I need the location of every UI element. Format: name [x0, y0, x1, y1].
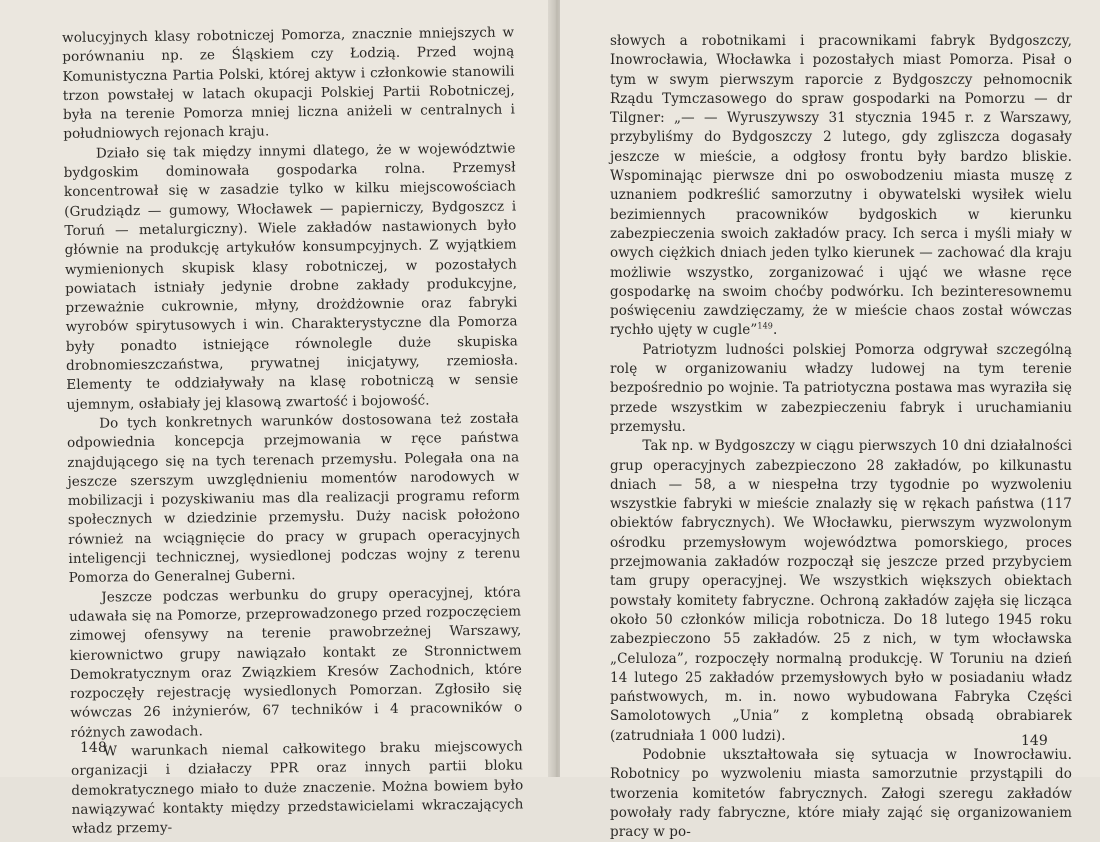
- right-page: [560, 0, 1100, 841]
- paragraph: słowych a robotnikami i pracownikami fabryk Bydgoszczy, Inowrocławia, Włocławka i pozostałych miast Pomorza. Pisał o tym w swym pierwszym raporcie z Bydgoszczy pełnomocnik Rządu Tymczasowego do spraw gospodarki na Pomorzu — dr Tilgner: „— — Wyruszywszy 31 stycznia 1945 r. z Warszawy, przybyliśmy do Bydgoszczy 2 lutego, gdy zgliszcza dogasały jeszcze w mieście, a odgłosy frontu były bardzo bliskie. Wspominając pierwsze dni po oswobodzeniu miasta muszę z uznaniem podkreślić samorzutny i obywatelski wysiłek wielu bezimiennych pracowników bydgoskich w kierunku zabezpieczenia swoich zakładów pracy. Ich serca i myśli miały w owych ciężkich dniach jeden tylko kierunek — zachować dla kraju możliwie wszystko, zorganizować i ująć we własne ręce gospodarkę na swoim choćby podwórku. Ich bezinteresownemu poświęceniu zawdzięczamy, że w mieście chaos został wówczas rychło ujęty w cugle”$^{149}$.: [610, 33, 1072, 339]
- paragraph: Jeszcze podczas werbunku do grupy operacyjnej, która udawała się na Pomorze, przeprowadzonego przed rozpoczęciem zimowej ofensywy na terenie prawobrzeżnej Warszawy, kierownictwo grupy nawiązało kontakt ze Stronnictwem Demokratycznym oraz Związkiem Kresów Zachodnich, które rozpoczęły rejestrację wysiedlonych Pomorzan. Zgłosiło się wówczas 26 inżynierów, 67 techników i 4 pracowników o różnych zawodach.: [69, 584, 523, 741]
- paragraph-text: słowych a robotnikami i pracownikami fabryk Bydgoszczy, Inowrocławia, Włocławka i pozostałych miast Pomorza. Pisał o tym w swym pierwszym raporcie z Bydgoszczy pełnomocnik Rządu Tymczasowego do spraw gospodarki na Pomorzu — dr Tilgner: „— — Wyruszywszy 31 stycznia 1945 r. z Warszawy, przybyliśmy do Bydgoszczy 2 lutego, gdy zgliszcza dogasały jeszcze w mieście, a odgłosy frontu były bardzo bliskie. Wspominając pierwsze dni po oswobodzeniu miasta muszę z uznaniem podkreślić samorzutny i obywatelski wysiłek wielu bezimiennych pracowników bydgoskich w kierunku zabezpieczenia swoich zakładów pracy. Ich serca i myśli miały w owych ciężkich dniach jeden tylko kierunek — zachować dla kraju możliwie wszystko, zorganizować i ująć we własne ręce gospodarkę na swoim choćby podwórku. Ich bezinteresownemu poświęceniu zawdzięczamy, że w mieście chaos został wówczas rychło ujęty w cugle”: [610, 33, 1072, 339]
- footnote-reference: 149: [757, 321, 773, 331]
- page-number-left: 148: [80, 740, 107, 756]
- left-page-text: [62, 23, 524, 839]
- page-number-right: 149: [1021, 733, 1048, 749]
- paragraph: Podobnie ukształtowała się sytuacja w Inowrocławiu. Robotnicy po wyzwoleniu miasta samorzutnie przystąpili do tworzenia komitetów fabrycznych. Załogi szeregu zakładów powołały rady fabryczne, które miały zająć się organizowaniem pracy w po-: [610, 746, 1072, 841]
- paragraph: Tak np. w Bydgoszczy w ciągu pierwszych 10 dni działalności grup operacyjnych zabezpieczono 28 zakładów, po kilkunastu dniach — 58, a w niespełna trzy tygodnie po wyzwoleniu wszystkie fabryki w mieście znalazły się w rękach państwa (117 obiektów fabrycznych). We Włocławku, pierwszym wyzwolonym ośrodku przemysłowym województwa pomorskiego, proces przejmowania zakładów rozpoczął się jeszcze przed przybyciem tam grupy operacyjnej. We wszystkich większych obiektach powstały komitety fabryczne. Ochroną zakładów zajęła się licząca około 50 członków milicja robotnicza. Do 18 lutego 1945 roku zabezpieczono 55 zakładów. 25 z nich, w tym włocławska „Celuloza”, rozpoczęły normalną produkcję. W Toruniu na dzień 14 lutego 25 zakładów przemysłowych było w posiadaniu władz państwowych, m. in. nowo wybudowana Fabryka Części Samolotowych „Unia” z kompletną obsadą obrabiarek (zatrudniała 1 000 ludzi).: [610, 438, 1072, 744]
- paragraph: W warunkach niemal całkowitego braku miejscowych organizacji i działaczy PPR oraz innych partii bloku demokratycznego miało to duże znaczenie. Można bowiem było nawiązywać kontakty między przedstawicielami wkraczających władz przemy-: [70, 738, 524, 838]
- paragraph: Do tych konkretnych warunków dostosowana też została odpowiednia koncepcja przejmowania w ręce państwa znajdującego się na tych terenach przemysłu. Polegała ona na jeszcze szerszym uwzględnieniu momentów narodowych w mobilizacji i pozyskiwaniu mas dla realizacji programu reform społecznych w dziedzinie przemysłu. Duży nacisk położono również na wciągnięcie do pracy w grupach operacyjnych inteligencji technicznej, wysiedlonej podczas wojny z terenu Pomorza do Generalnej Guberni.: [66, 410, 521, 587]
- paragraph: wolucyjnych klasy robotniczej Pomorza, znacznie mniejszych w porównaniu np. ze Śląskiem czy Łodzią. Przed wojną Komunistyczna Partia Polski, której aktyw i członkowie stanowili trzon powstałej w latach okupacji Polskiej Partii Robotniczej, była na terenie Pomorza mniej liczna aniżeli w centralnych i południowych rejonach kraju.: [62, 24, 516, 143]
- right-page-text: [610, 32, 1072, 842]
- paragraph: Działo się tak między innymi dlatego, że w województwie bydgoskim dominowała gospodarka rolna. Przemysł koncentrował się w zasadzie tylko w kilku miejscowościach (Grudziądz — gumowy, Włocławek — papierniczy, Bydgoszcz i Toruń — metalurgiczny). Wiele zakładów nastawionych było głównie na produkcję artykułów konsumpcyjnych. Z wyjątkiem wymienionych skupisk klasy robotniczej, w pozostałych powiatach istniały jedynie drobne zakłady produkcyjne, przeważnie cukrownie, młyny, drożdżownie oraz fabryki wyrobów spirytusowych i win. Charakterystyczne dla Pomorza były ponadto istniejące równolegle duże skupiska drobnomieszczaństwa, prywatnej inicjatywy, rzemiosła. Elementy te oddziaływały na klasę robotniczą w sensie ujemnym, osłabiały jej klasową zwartość i bojowość.: [63, 140, 519, 413]
- left-page: [0, 0, 552, 838]
- paragraph: Patriotyzm ludności polskiej Pomorza odgrywał szczególną rolę w organizowaniu władzy ludowej na tym terenie bezpośrednio po wojnie. Ta patriotyczna postawa mas wyraziła się przede wszystkim w zabezpieczeniu fabryk i uruchamianiu przemysłu.: [610, 341, 1072, 435]
